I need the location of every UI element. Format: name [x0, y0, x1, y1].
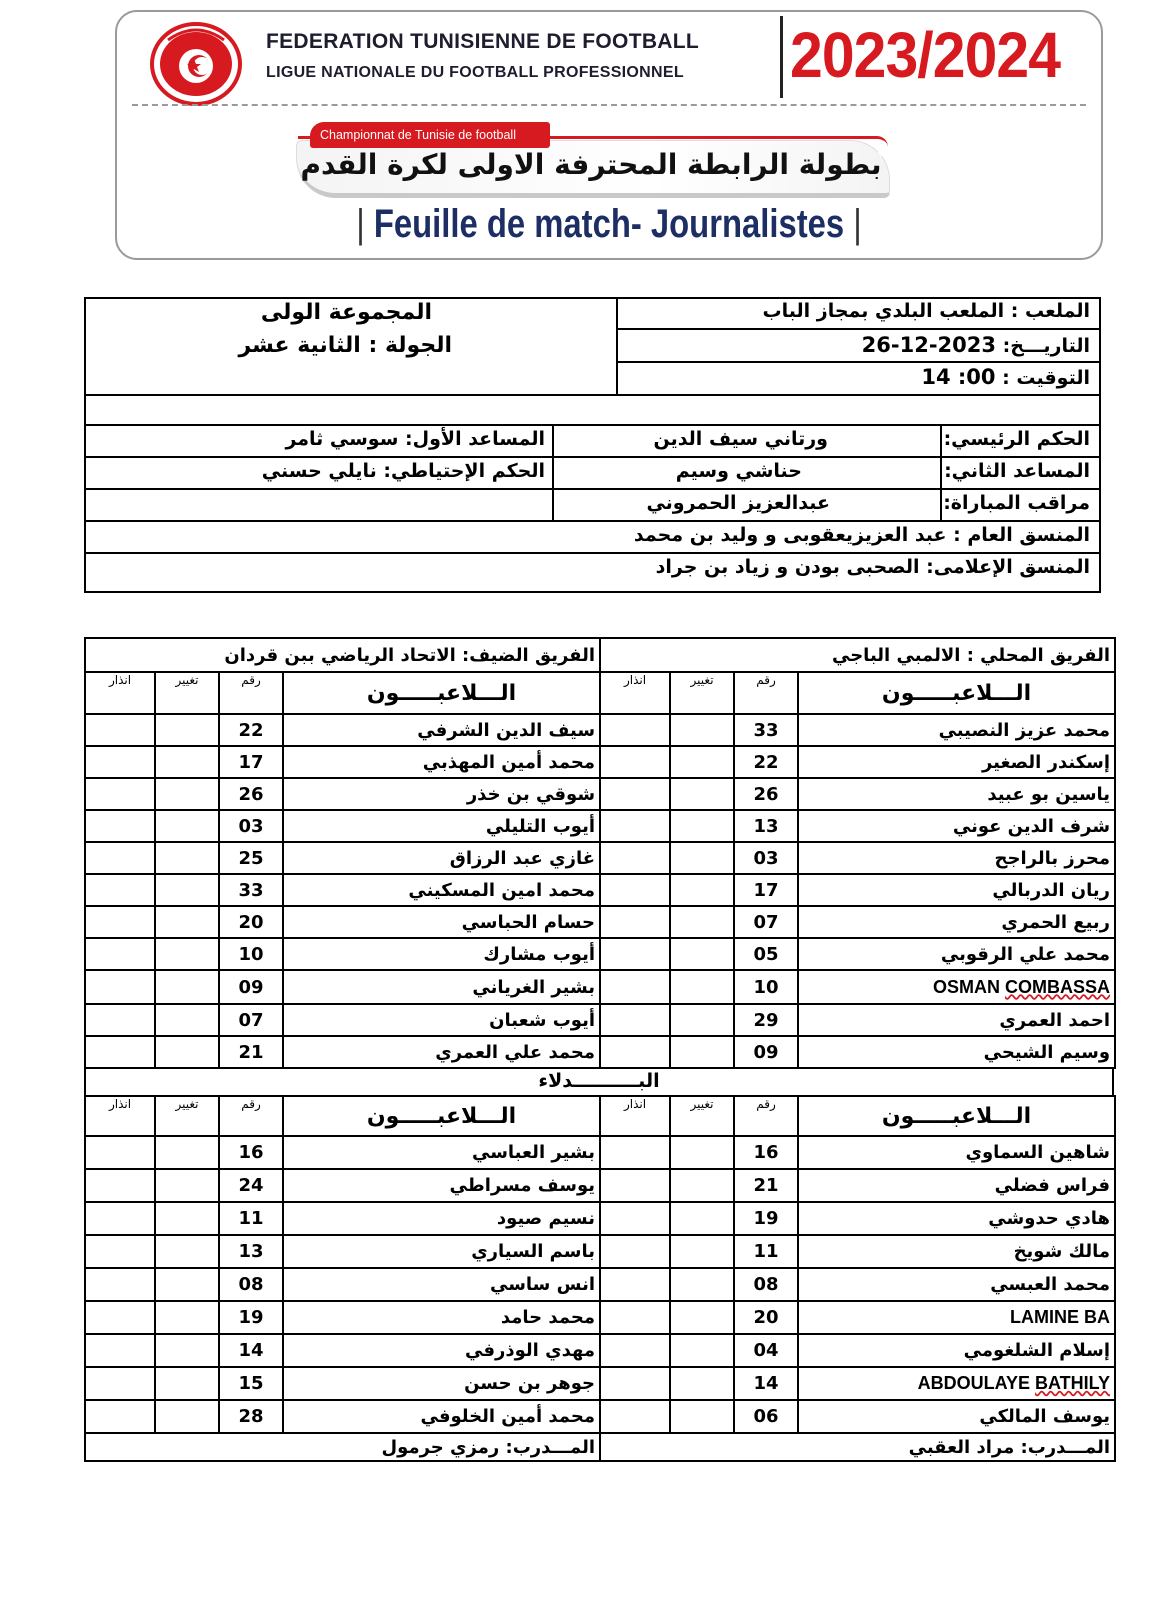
group: المجموعة الولى	[260, 300, 432, 325]
players-column-header: الـــلاعبـــــون	[798, 672, 1115, 714]
player-number: 04	[734, 1334, 798, 1367]
player-name: يوسف المالكي	[798, 1400, 1115, 1433]
player-name: هادي حدوشي	[798, 1202, 1115, 1235]
table-row	[600, 1367, 1115, 1400]
player-name: محمد أمين الخلوفي	[283, 1400, 600, 1433]
header-row	[85, 1096, 600, 1136]
table-row	[600, 1301, 1115, 1334]
time-row	[921, 365, 1090, 389]
time-label: التوقيت :	[1002, 367, 1090, 389]
player-number: 06	[734, 1400, 798, 1433]
player-number: 11	[734, 1235, 798, 1268]
card-cell[interactable]	[600, 1334, 670, 1367]
card-cell[interactable]	[85, 746, 155, 778]
table-row	[85, 1367, 600, 1400]
sub-cell[interactable]	[155, 1400, 219, 1433]
sub-cell[interactable]	[670, 1136, 734, 1169]
table-row	[85, 810, 600, 842]
player-name: محمد أمين المهذبي	[283, 746, 600, 778]
player-number: 10	[219, 938, 283, 970]
sub-cell[interactable]	[670, 1367, 734, 1400]
player-name: شوقي بن خذر	[283, 778, 600, 810]
table-row	[85, 842, 600, 874]
sub-cell[interactable]	[155, 1235, 219, 1268]
date-row	[862, 333, 1090, 357]
table-row	[85, 778, 600, 810]
table-row	[85, 906, 600, 938]
sub-cell[interactable]	[155, 1367, 219, 1400]
table-row	[600, 1433, 1115, 1461]
sub-cell[interactable]	[670, 1400, 734, 1433]
media-coordinator: المنسق الإعلامى: الصحبى بودن و زياد بن جراد	[655, 556, 1090, 578]
away-coach: المـــدرب: رمزي جرمول	[85, 1433, 600, 1461]
player-name: OSMAN COMBASSA	[798, 970, 1115, 1004]
sub-cell[interactable]	[155, 970, 219, 1004]
table-row	[85, 1268, 600, 1301]
card-cell[interactable]	[85, 1334, 155, 1367]
card-cell[interactable]	[85, 1268, 155, 1301]
player-name: غازي عبد الرزاق	[283, 842, 600, 874]
sub-cell[interactable]	[155, 874, 219, 906]
player-number: 09	[734, 1036, 798, 1068]
table-row	[85, 1202, 600, 1235]
card-cell[interactable]	[85, 714, 155, 746]
table-row	[600, 778, 1115, 810]
sub-cell[interactable]	[670, 1202, 734, 1235]
observer: عبدالعزيز الحمروني	[646, 492, 830, 514]
player-name: مهدي الوذرفي	[283, 1334, 600, 1367]
card-cell[interactable]	[85, 1004, 155, 1036]
referee-label: الحكم الرئيسي:	[943, 428, 1090, 450]
card-cell[interactable]	[600, 842, 670, 874]
player-name: فراس فضلي	[798, 1169, 1115, 1202]
home-team-table	[599, 637, 1116, 1069]
sub-cell[interactable]	[155, 778, 219, 810]
header-row	[85, 638, 600, 672]
player-name: LAMINE BA	[798, 1301, 1115, 1334]
card-column-header: انذار	[600, 1096, 670, 1136]
table-row	[85, 938, 600, 970]
player-number: 17	[734, 874, 798, 906]
player-name: بشير العباسي	[283, 1136, 600, 1169]
sub-cell[interactable]	[670, 1235, 734, 1268]
table-row	[600, 810, 1115, 842]
table-row	[600, 906, 1115, 938]
sub-cell[interactable]	[670, 970, 734, 1004]
player-number: 33	[734, 714, 798, 746]
sub-cell[interactable]	[155, 1268, 219, 1301]
sub-column-header: تغيير	[155, 1096, 219, 1136]
player-number: 05	[734, 938, 798, 970]
table-row	[600, 714, 1115, 746]
player-number: 13	[219, 1235, 283, 1268]
table-row	[85, 1433, 600, 1461]
number-column-header: رقم	[734, 672, 798, 714]
table-row	[85, 1301, 600, 1334]
players-column-header: الـــلاعبـــــون	[798, 1096, 1115, 1136]
player-number: 29	[734, 1004, 798, 1036]
sub-cell[interactable]	[670, 938, 734, 970]
player-name: محمد عزيز النصيبي	[798, 714, 1115, 746]
federation-logo	[148, 18, 244, 108]
player-name: ياسين بو عبيد	[798, 778, 1115, 810]
card-cell[interactable]	[85, 842, 155, 874]
player-number: 14	[734, 1367, 798, 1400]
player-name: أيوب شعبان	[283, 1004, 600, 1036]
number-column-header: رقم	[219, 672, 283, 714]
championship-tag: Championnat de Tunisie de football	[310, 122, 550, 148]
card-cell[interactable]	[600, 938, 670, 970]
player-name: احمد العمري	[798, 1004, 1115, 1036]
player-number: 21	[734, 1169, 798, 1202]
away-subs-table	[84, 1095, 601, 1462]
player-name: حسام الحباسي	[283, 906, 600, 938]
sheet-title-row: | Feuille de match- Journalistes |	[356, 202, 862, 246]
sub-cell[interactable]	[155, 1202, 219, 1235]
sub-cell[interactable]	[670, 906, 734, 938]
table-row	[600, 1235, 1115, 1268]
player-name: يوسف مسراطي	[283, 1169, 600, 1202]
sub-cell[interactable]	[155, 1136, 219, 1169]
card-cell[interactable]	[85, 938, 155, 970]
player-name: محمد حامد	[283, 1301, 600, 1334]
player-name: ABDOULAYE BATHILY	[798, 1367, 1115, 1400]
table-row	[600, 1268, 1115, 1301]
sub-cell[interactable]	[155, 1004, 219, 1036]
player-name: محمد امين المسكيني	[283, 874, 600, 906]
table-row	[85, 1004, 600, 1036]
header-divider	[780, 16, 783, 98]
player-number: 21	[219, 1036, 283, 1068]
number-column-header: رقم	[734, 1096, 798, 1136]
player-number: 14	[219, 1334, 283, 1367]
player-number: 26	[219, 778, 283, 810]
table-row	[600, 1400, 1115, 1433]
player-number: 16	[734, 1136, 798, 1169]
card-cell[interactable]	[85, 1301, 155, 1334]
table-row	[600, 1036, 1115, 1068]
card-cell[interactable]	[600, 874, 670, 906]
player-name: أيوب مشارك	[283, 938, 600, 970]
date-value: 2023-12-26	[861, 333, 996, 357]
player-number: 13	[734, 810, 798, 842]
card-cell[interactable]	[85, 1036, 155, 1068]
table-row	[85, 714, 600, 746]
sub-cell[interactable]	[670, 778, 734, 810]
sub-cell[interactable]	[155, 1169, 219, 1202]
table-row	[600, 1136, 1115, 1169]
player-name: شاهين السماوي	[798, 1136, 1115, 1169]
player-number: 26	[734, 778, 798, 810]
sub-cell[interactable]	[670, 1169, 734, 1202]
sheet-title: Feuille de match- Journalistes	[373, 202, 845, 246]
round: الجولة : الثانية عشر	[238, 333, 452, 358]
sub-cell[interactable]	[155, 938, 219, 970]
substitutes-header: البــــــــــدلاء	[84, 1067, 1114, 1097]
player-number: 03	[734, 842, 798, 874]
sub-cell[interactable]	[670, 1301, 734, 1334]
player-number: 15	[219, 1367, 283, 1400]
home-subs-table	[599, 1095, 1116, 1462]
sub-column-header: تغيير	[670, 1096, 734, 1136]
player-number: 28	[219, 1400, 283, 1433]
player-name: نسيم صيود	[283, 1202, 600, 1235]
table-row	[85, 1169, 600, 1202]
player-name: ريان الدربالي	[798, 874, 1115, 906]
away-team-table	[84, 637, 601, 1069]
player-name: ربيع الحمري	[798, 906, 1115, 938]
sub-cell[interactable]	[670, 1268, 734, 1301]
table-row	[85, 874, 600, 906]
fourth-official: الحكم الإحتياطي: نايلي حسني	[261, 460, 545, 482]
sub-cell[interactable]	[670, 1036, 734, 1068]
table-row	[85, 672, 600, 714]
player-name: جوهر بن حسن	[283, 1367, 600, 1400]
sub-cell[interactable]	[670, 874, 734, 906]
player-name: محمد علي العمري	[283, 1036, 600, 1068]
table-row	[600, 970, 1115, 1004]
card-cell[interactable]	[600, 714, 670, 746]
player-name: شرف الدين عوني	[798, 810, 1115, 842]
sub-cell[interactable]	[155, 810, 219, 842]
player-number: 20	[219, 906, 283, 938]
card-column-header: انذار	[600, 672, 670, 714]
sub-cell[interactable]	[155, 1301, 219, 1334]
table-row	[85, 970, 600, 1004]
sub-cell[interactable]	[670, 714, 734, 746]
card-cell[interactable]	[600, 746, 670, 778]
player-number: 11	[219, 1202, 283, 1235]
card-cell[interactable]	[85, 1235, 155, 1268]
player-number: 22	[219, 714, 283, 746]
player-name: محمد العبسي	[798, 1268, 1115, 1301]
player-number: 03	[219, 810, 283, 842]
player-number: 25	[219, 842, 283, 874]
card-cell[interactable]	[600, 1202, 670, 1235]
card-cell[interactable]	[85, 810, 155, 842]
sub-cell[interactable]	[155, 1036, 219, 1068]
players-column-header: الـــلاعبـــــون	[283, 672, 600, 714]
sub-cell[interactable]	[670, 1004, 734, 1036]
player-name: باسم السياري	[283, 1235, 600, 1268]
player-name: مالك شويخ	[798, 1235, 1115, 1268]
player-number: 16	[219, 1136, 283, 1169]
player-number: 10	[734, 970, 798, 1004]
table-row	[600, 874, 1115, 906]
assistant2-label: المساعد الثاني:	[944, 460, 1090, 482]
table-row	[600, 1004, 1115, 1036]
sub-cell[interactable]	[155, 746, 219, 778]
table-row	[85, 746, 600, 778]
card-cell[interactable]	[85, 874, 155, 906]
table-row	[600, 746, 1115, 778]
table-row	[85, 1136, 600, 1169]
federation-name: FEDERATION TUNISIENNE DE FOOTBALL	[266, 30, 700, 53]
player-number: 22	[734, 746, 798, 778]
card-cell[interactable]	[600, 1400, 670, 1433]
sub-column-header: تغيير	[155, 672, 219, 714]
table-row	[85, 1235, 600, 1268]
sub-cell[interactable]	[155, 1334, 219, 1367]
header-row	[600, 1096, 1115, 1136]
card-cell[interactable]	[600, 810, 670, 842]
player-name: وسيم الشيحي	[798, 1036, 1115, 1068]
table-row	[600, 672, 1115, 714]
player-number: 20	[734, 1301, 798, 1334]
card-cell[interactable]	[600, 1036, 670, 1068]
card-column-header: انذار	[85, 672, 155, 714]
card-cell[interactable]	[600, 1301, 670, 1334]
card-cell[interactable]	[85, 906, 155, 938]
card-column-header: انذار	[85, 1096, 155, 1136]
sub-cell[interactable]	[155, 906, 219, 938]
player-name: إسلام الشلغومي	[798, 1334, 1115, 1367]
card-cell[interactable]	[600, 1169, 670, 1202]
card-cell[interactable]	[85, 1367, 155, 1400]
table-row	[600, 842, 1115, 874]
table-row	[600, 938, 1115, 970]
stadium: الملعب : الملعب البلدي بمجاز الباب	[762, 300, 1090, 322]
card-cell[interactable]	[85, 1136, 155, 1169]
away-team-label: الفريق الضيف: الاتحاد الرياضي ببن قردان	[85, 638, 600, 672]
card-cell[interactable]	[600, 1235, 670, 1268]
sub-cell[interactable]	[670, 1334, 734, 1367]
card-cell[interactable]	[600, 906, 670, 938]
assistant2: حناشي وسيم	[675, 460, 802, 482]
player-number: 24	[219, 1169, 283, 1202]
sub-cell[interactable]	[155, 842, 219, 874]
player-number: 09	[219, 970, 283, 1004]
player-name: انس ساسي	[283, 1268, 600, 1301]
number-column-header: رقم	[219, 1096, 283, 1136]
table-row	[85, 1036, 600, 1068]
card-cell[interactable]	[85, 778, 155, 810]
header-row	[600, 638, 1115, 672]
player-number: 33	[219, 874, 283, 906]
card-cell[interactable]	[85, 1400, 155, 1433]
player-name: سيف الدين الشرفي	[283, 714, 600, 746]
sub-cell[interactable]	[670, 810, 734, 842]
player-number: 19	[734, 1202, 798, 1235]
player-name: بشير الغرياني	[283, 970, 600, 1004]
assistant1: المساعد الأول: سوسي ثامر	[285, 428, 545, 450]
card-cell[interactable]	[600, 1367, 670, 1400]
time-value: 14 :00	[921, 365, 996, 389]
card-cell[interactable]	[600, 778, 670, 810]
league-title: بطولة الرابطة المحترفة الاولى لكرة القدم	[300, 148, 882, 181]
player-number: 08	[219, 1268, 283, 1301]
sub-column-header: تغيير	[670, 672, 734, 714]
sub-cell[interactable]	[670, 842, 734, 874]
card-cell[interactable]	[600, 970, 670, 1004]
date-label: التاريـــخ:	[1002, 335, 1090, 357]
card-cell[interactable]	[85, 970, 155, 1004]
table-row	[85, 1334, 600, 1367]
table-row	[85, 1400, 600, 1433]
sub-cell[interactable]	[670, 746, 734, 778]
home-team-label: الفريق المحلي : الالمبي الباجي	[600, 638, 1115, 672]
table-row	[600, 1169, 1115, 1202]
player-number: 07	[219, 1004, 283, 1036]
observer-label: مراقب المباراة:	[943, 492, 1090, 514]
home-coach: المـــدرب: مراد العقبي	[600, 1433, 1115, 1461]
player-name: محمد علي الرقوبي	[798, 938, 1115, 970]
players-column-header: الـــلاعبـــــون	[283, 1096, 600, 1136]
card-cell[interactable]	[600, 1136, 670, 1169]
card-cell[interactable]	[600, 1004, 670, 1036]
card-cell[interactable]	[85, 1202, 155, 1235]
league-name: LIGUE NATIONALE DU FOOTBALL PROFESSIONNEL	[266, 64, 684, 81]
dashed-separator	[132, 104, 1086, 106]
player-number: 17	[219, 746, 283, 778]
player-name: محرز بالراجح	[798, 842, 1115, 874]
table-row	[600, 1334, 1115, 1367]
sub-cell[interactable]	[155, 714, 219, 746]
card-cell[interactable]	[85, 1169, 155, 1202]
general-coordinator: المنسق العام : عبد العزيزيعقوبى و وليد بن محمد	[633, 524, 1090, 546]
player-name: إسكندر الصغير	[798, 746, 1115, 778]
player-name: أيوب التليلي	[283, 810, 600, 842]
player-number: 19	[219, 1301, 283, 1334]
card-cell[interactable]	[600, 1268, 670, 1301]
referee: ورتاني سيف الدين	[653, 428, 828, 450]
season: 2023/2024	[790, 19, 1061, 91]
table-row	[600, 1202, 1115, 1235]
player-number: 07	[734, 906, 798, 938]
player-number: 08	[734, 1268, 798, 1301]
